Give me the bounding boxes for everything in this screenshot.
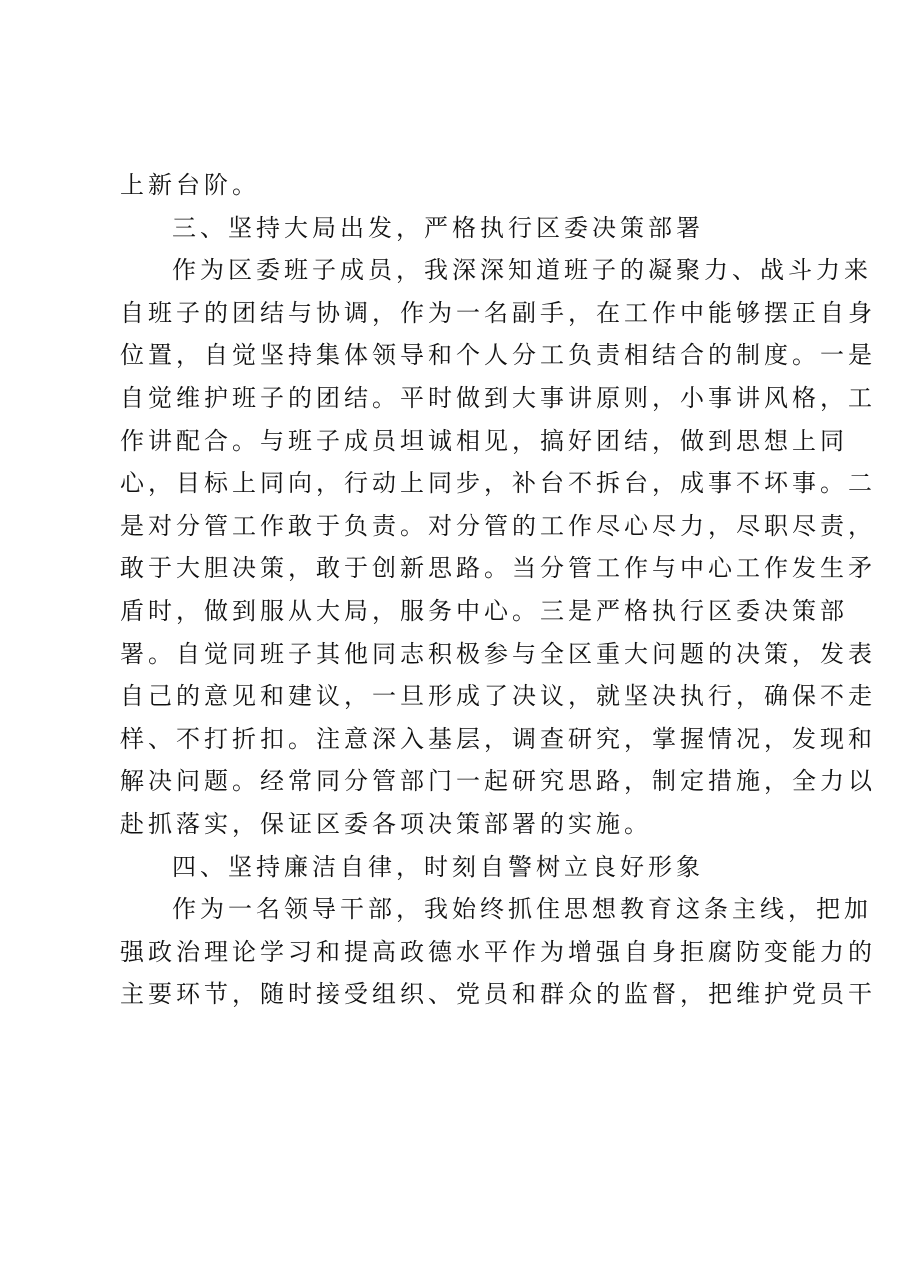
- text-line: 上新台阶。: [120, 171, 260, 199]
- section-heading: 四、坚持廉洁自律，时刻自警树立良好形象: [172, 852, 704, 881]
- text-line: 自班子的团结与协调，作为一名副手，在工作中能够摆正自身: [120, 298, 876, 327]
- text-line: 位置，自觉坚持集体领导和个人分工负责相结合的制度。一是: [120, 341, 876, 370]
- text-line: 样、不打折扣。注意深入基层，调查研究，掌握情况，发现和: [120, 724, 876, 753]
- paragraph-first-line: 作为区委班子成员，我深深知道班子的凝聚力、战斗力来: [172, 256, 872, 285]
- text-line: 赴抓落实，保证区委各项决策部署的实施。: [120, 809, 652, 838]
- text-line: 自觉维护班子的团结。平时做到大事讲原则，小事讲风格，工: [120, 383, 876, 412]
- text-line: 强政治理论学习和提高政德水平作为增强自身拒腐防变能力的: [120, 937, 876, 966]
- text-line: 署。自觉同班子其他同志积极参与全区重大问题的决策，发表: [120, 639, 876, 668]
- text-line: 自己的意见和建议，一旦形成了决议，就坚决执行，确保不走: [120, 682, 876, 711]
- text-line: 盾时，做到服从大局，服务中心。三是严格执行区委决策部: [120, 596, 848, 625]
- paragraph-first-line: 作为一名领导干部，我始终抓住思想教育这条主线，把加: [172, 895, 872, 924]
- text-line: 心，目标上同向，行动上同步，补台不拆台，成事不坏事。二: [120, 469, 876, 498]
- document-body: [120, 164, 876, 1016]
- text-line: 作讲配合。与班子成员坦诚相见，搞好团结，做到思想上同: [120, 426, 848, 455]
- section-heading: 三、坚持大局出发，严格执行区委决策部署: [172, 213, 704, 242]
- text-line: 解决问题。经常同分管部门一起研究思路，制定措施，全力以: [120, 767, 876, 796]
- text-line: 敢于大胆决策，敢于创新思路。当分管工作与中心工作发生矛: [120, 554, 876, 583]
- text-line: 是对分管工作敢于负责。对分管的工作尽心尽力，尽职尽责，: [120, 511, 876, 540]
- text-line: 主要环节，随时接受组织、党员和群众的监督，把维护党员干: [120, 980, 876, 1009]
